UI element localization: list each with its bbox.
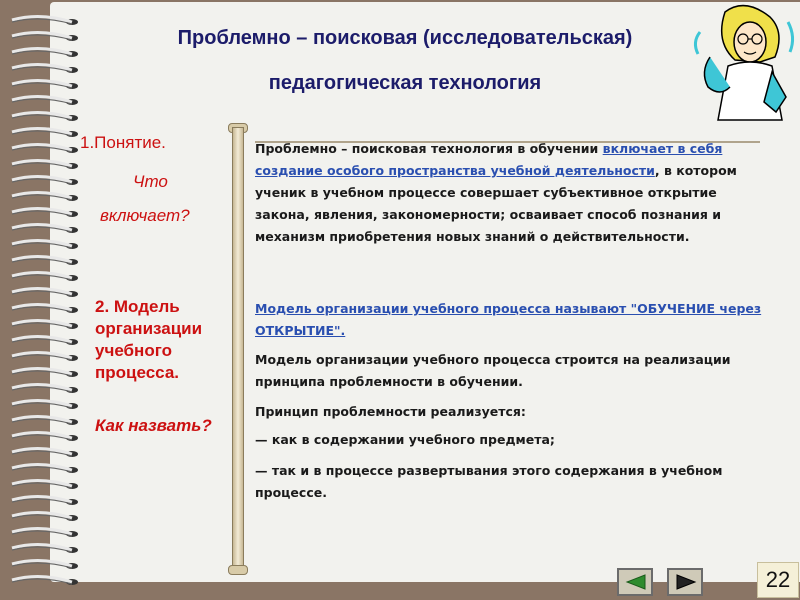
definition-link[interactable]: включает в себя создание особого пространства учебной деятельности <box>255 141 723 178</box>
paragraph-principle-intro: Принцип проблемности реализуется: <box>255 404 526 419</box>
scroll-divider-cap-bottom <box>228 565 248 575</box>
next-slide-button[interactable] <box>667 568 703 596</box>
triangle-left-icon <box>623 573 647 591</box>
paragraph-definition <box>255 138 765 248</box>
left-item-concept-includes: включает? <box>100 206 190 225</box>
prev-slide-button[interactable] <box>617 568 653 596</box>
left-item-concept: 1.Понятие. <box>80 133 166 152</box>
scientist-illustration <box>690 2 798 122</box>
left-item-model: 2. Модель организации учебного процесса. <box>95 297 203 382</box>
left-item-model-question: Как назвать? <box>95 416 212 435</box>
slide-title-line1: Проблемно – поисковая (исследовательская) <box>177 27 633 49</box>
paragraph-principle-content: — как в содержании учебного предмета; <box>255 432 555 447</box>
slide-title-line2: педагогическая технология <box>268 72 542 94</box>
left-item-concept-what: Что <box>133 172 168 191</box>
paragraph-principle-process: — так и в процессе развертывания этого содержания в учебном процессе. <box>255 463 723 500</box>
triangle-right-icon <box>673 573 697 591</box>
paragraph-model-name[interactable]: Модель организации учебного процесса называют "ОБУЧЕНИЕ через ОТКРЫТИЕ". <box>255 301 762 338</box>
definition-text-start: Проблемно – поисковая технология в обучении <box>255 141 603 156</box>
paragraph-model-principle: Модель организации учебного процесса строится на реализации принципа проблемности в обучении. <box>255 352 731 389</box>
spiral-binding <box>0 0 90 600</box>
definition-text-end: , в котором ученик в учебном процессе совершает субъективное открытие закона, явления, закономерности; осваивает способ познания и механизм приобретения новых знаний о действительности. <box>255 163 737 244</box>
page-number: 22 <box>757 562 799 598</box>
scroll-divider <box>232 127 244 569</box>
